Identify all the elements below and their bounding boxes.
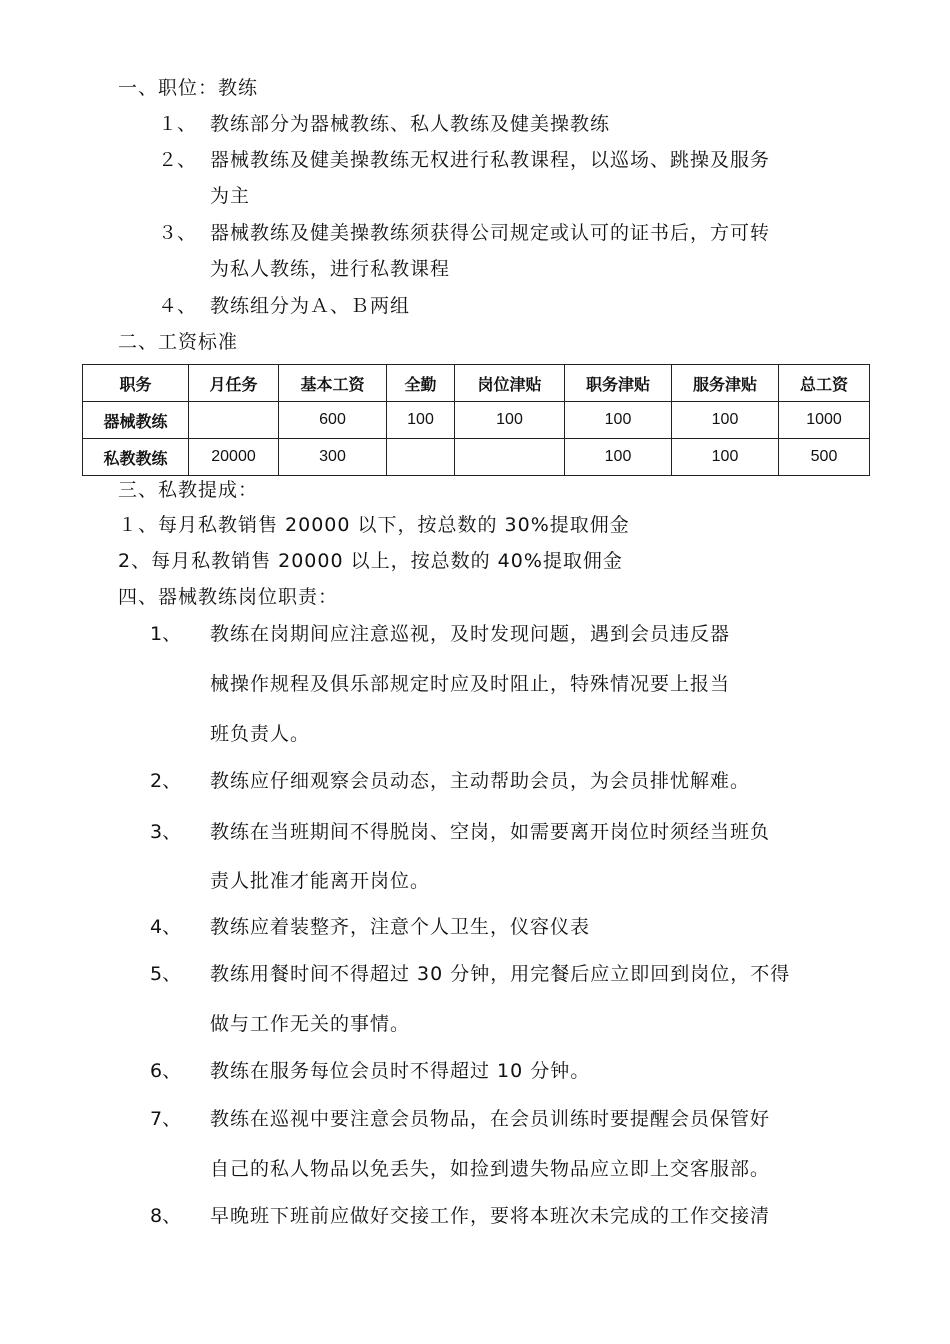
s1-item3-line1: 器械教练及健美操教练须获得公司规定或认可的证书后，方可转 [210,222,771,244]
table-header-cell: 职务津贴 [565,365,672,402]
s1-item3-line2: 为私人教练，进行私教课程 [210,258,451,280]
table-header-row [83,365,870,402]
table-cell: 100 [672,402,779,439]
s4-item1-line1: 教练在岗期间应注意巡视，及时发现问题，遇到会员违反器 [210,623,731,645]
table-header-cell: 岗位津贴 [455,365,565,402]
s1-item2-line1: 器械教练及健美操教练无权进行私教课程，以巡场、跳操及服务 [210,149,771,171]
table-header-cell: 总工资 [779,365,870,402]
section4-heading: 四、器械教练岗位职责： [118,586,339,608]
s4-item3-line1: 教练在当班期间不得脱岗、空岗，如需要离开岗位时须经当班负 [210,821,771,843]
s1-item2-line2: 为主 [210,185,251,207]
table-cell: 私教教练 [83,439,189,476]
salary-table [82,364,870,476]
s4-item1-line3: 班负责人。 [210,723,311,745]
s1-item2-num: ２、 [158,149,197,171]
table-cell [455,439,565,476]
table-cell: 100 [565,439,672,476]
table-header-cell: 基本工资 [279,365,387,402]
s4-item2-line1: 教练应仔细观察会员动态，主动帮助会员，为会员排忧解难。 [210,770,751,792]
s4-item5-num: 5、 [150,963,182,985]
s4-item1-num: 1、 [150,623,182,645]
table-cell: 500 [779,439,870,476]
s4-item6-num: 6、 [150,1060,182,1082]
s4-item7-num: 7、 [150,1108,182,1130]
s4-item3-num: 3、 [150,821,182,843]
s1-item1-num: １、 [158,113,197,135]
s1-item4-num: ４、 [158,295,197,317]
table-cell: 20000 [189,439,279,476]
table-cell: 100 [455,402,565,439]
s4-item8-line1: 早晚班下班前应做好交接工作，要将本班次未完成的工作交接清 [210,1205,771,1227]
table-cell: 100 [387,402,455,439]
s4-item5-line2: 做与工作无关的事情。 [210,1013,411,1035]
table-cell: 100 [672,439,779,476]
table-cell [189,402,279,439]
s4-item8-num: 8、 [150,1205,182,1227]
table-cell: 1000 [779,402,870,439]
table-cell [387,439,455,476]
s1-item1-line1: 教练部分为器械教练、私人教练及健美操教练 [210,113,611,135]
s4-item1-line2: 械操作规程及俱乐部规定时应及时阻止，特殊情况要上报当 [210,673,731,695]
s4-item2-num: 2、 [150,770,182,792]
s4-item3-line2: 责人批准才能离开岗位。 [210,870,431,892]
table-header-cell: 月任务 [189,365,279,402]
s4-item4-num: 4、 [150,916,182,938]
s3-item1: １、每月私教销售 20000 以下，按总数的 30%提取佣金 [118,514,630,536]
s4-item6-line1: 教练在服务每位会员时不得超过 10 分钟。 [210,1060,591,1082]
s1-item4-line1: 教练组分为Ａ、Ｂ两组 [210,295,411,317]
table-row [83,439,870,476]
section1-heading: 一、职位：教练 [118,77,259,99]
section3-heading: 三、私教提成： [118,479,259,501]
s3-item2: 2、每月私教销售 20000 以上，按总数的 40%提取佣金 [118,550,623,572]
s4-item5-line1: 教练用餐时间不得超过 30 分钟，用完餐后应立即回到岗位，不得 [210,963,791,985]
section2-heading: 二、工资标准 [118,331,239,353]
s4-item7-line2: 自己的私人物品以免丢失，如捡到遗失物品应立即上交客服部。 [210,1158,771,1180]
table-header-cell: 服务津贴 [672,365,779,402]
table-header-cell: 职务 [83,365,189,402]
s4-item4-line1: 教练应着装整齐，注意个人卫生，仪容仪表 [210,916,591,938]
table-header-cell: 全勤 [387,365,455,402]
s4-item7-line1: 教练在巡视中要注意会员物品，在会员训练时要提醒会员保管好 [210,1108,771,1130]
table-cell: 600 [279,402,387,439]
table-cell: 300 [279,439,387,476]
table-cell: 100 [565,402,672,439]
table-cell: 器械教练 [83,402,189,439]
table-row [83,402,870,439]
s1-item3-num: ３、 [158,222,197,244]
